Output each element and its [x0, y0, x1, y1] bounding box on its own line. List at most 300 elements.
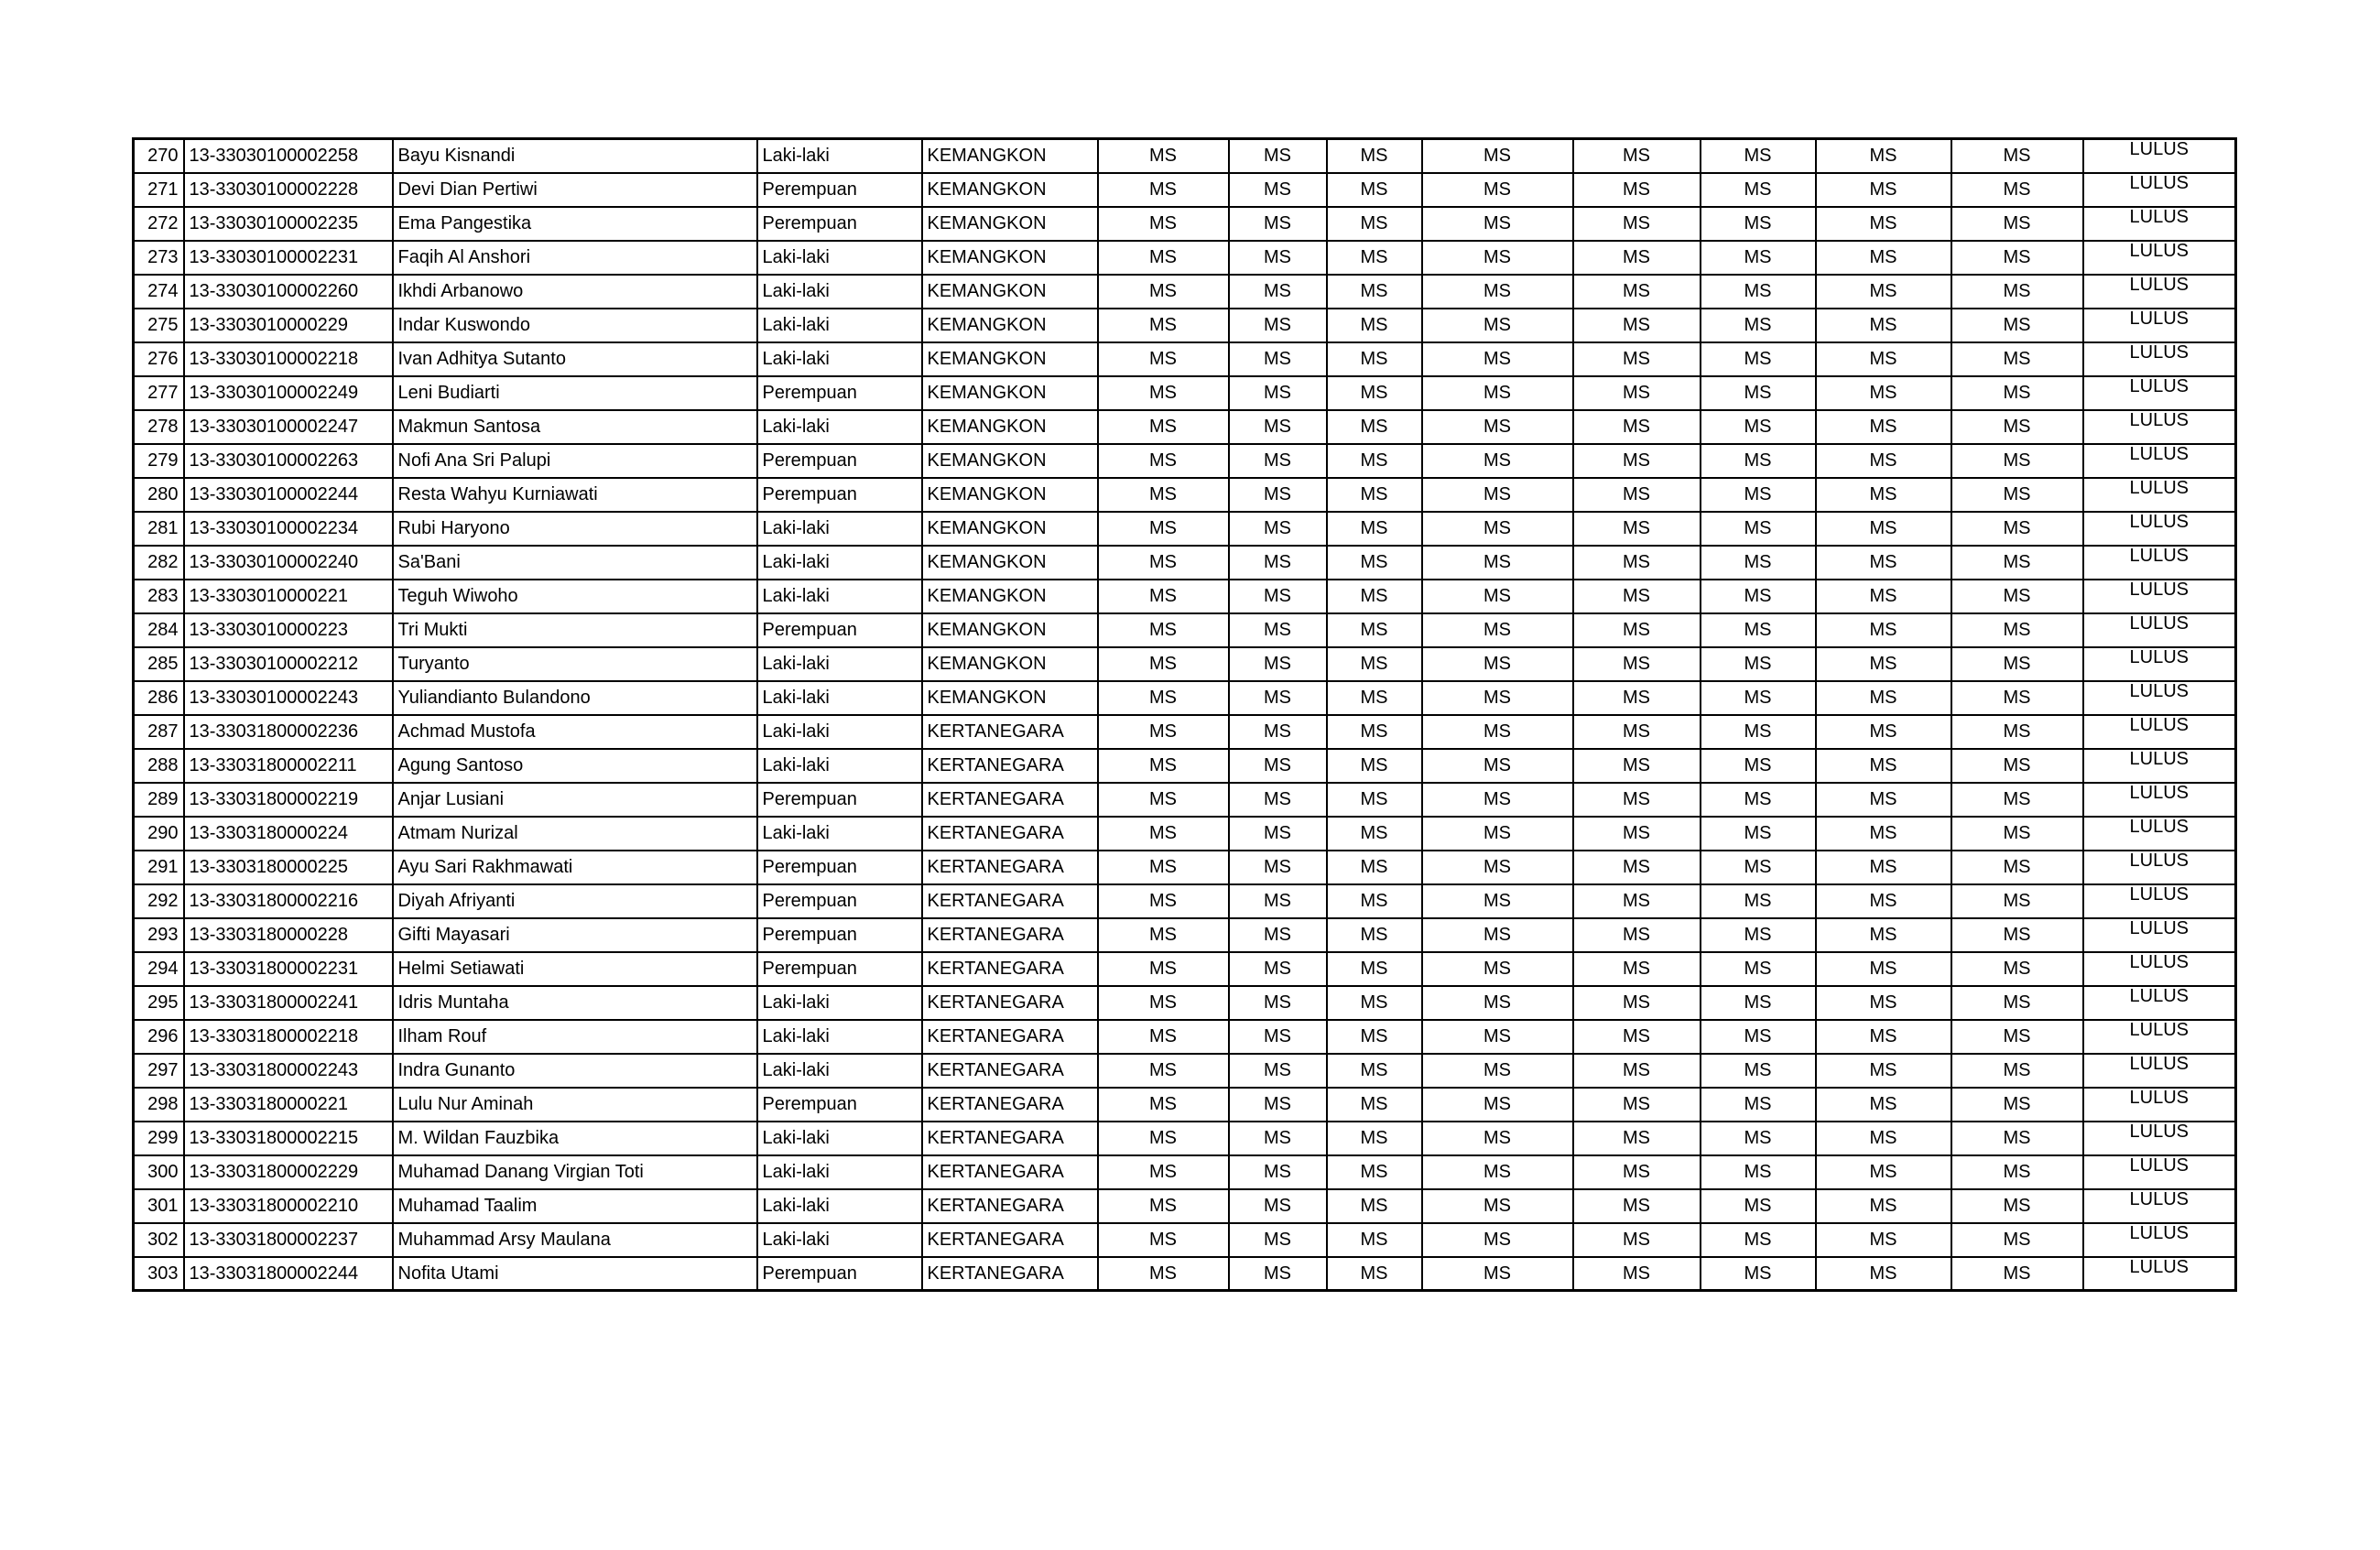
score-cell: MS — [1422, 1020, 1573, 1054]
score-cell: MS — [1327, 410, 1422, 444]
participant-id-cell: 13-3303180000228 — [184, 918, 393, 952]
score-cell: MS — [1229, 715, 1327, 749]
result-cell: LULUS — [2083, 1122, 2236, 1155]
row-number-cell: 283 — [134, 580, 184, 613]
score-cell: MS — [1701, 376, 1816, 410]
gender-cell: Laki-laki — [757, 309, 922, 342]
score-cell: MS — [1422, 309, 1573, 342]
village-cell: KEMANGKON — [922, 410, 1098, 444]
score-cell: MS — [1422, 817, 1573, 851]
score-cell: MS — [1098, 681, 1229, 715]
score-cell: MS — [1816, 613, 1951, 647]
result-cell: LULUS — [2083, 952, 2236, 986]
table-row — [134, 342, 2236, 376]
village-cell: KEMANGKON — [922, 342, 1098, 376]
score-cell: MS — [1951, 309, 2083, 342]
result-cell: LULUS — [2083, 173, 2236, 207]
village-cell: KEMANGKON — [922, 613, 1098, 647]
table-row — [134, 1122, 2236, 1155]
table-row — [134, 986, 2236, 1020]
score-cell: MS — [1816, 817, 1951, 851]
participant-name-cell: Bayu Kisnandi — [393, 139, 757, 173]
score-cell: MS — [1327, 1020, 1422, 1054]
result-cell: LULUS — [2083, 580, 2236, 613]
participant-name-cell: Ilham Rouf — [393, 1020, 757, 1054]
gender-cell: Laki-laki — [757, 1155, 922, 1189]
village-cell: KEMANGKON — [922, 444, 1098, 478]
table-row — [134, 749, 2236, 783]
score-cell: MS — [1701, 749, 1816, 783]
score-cell: MS — [1327, 444, 1422, 478]
result-cell: LULUS — [2083, 715, 2236, 749]
row-number-cell: 298 — [134, 1088, 184, 1122]
score-cell: MS — [1951, 1122, 2083, 1155]
participant-name-cell: Muhamad Danang Virgian Toti — [393, 1155, 757, 1189]
participant-id-cell: 13-33030100002258 — [184, 139, 393, 173]
row-number-cell: 278 — [134, 410, 184, 444]
village-cell: KERTANEGARA — [922, 918, 1098, 952]
score-cell: MS — [1573, 986, 1701, 1020]
result-cell: LULUS — [2083, 139, 2236, 173]
participant-name-cell: Ivan Adhitya Sutanto — [393, 342, 757, 376]
gender-cell: Laki-laki — [757, 1223, 922, 1257]
score-cell: MS — [1229, 647, 1327, 681]
participant-id-cell: 13-3303180000224 — [184, 817, 393, 851]
score-cell: MS — [1816, 952, 1951, 986]
gender-cell: Perempuan — [757, 851, 922, 884]
score-cell: MS — [1327, 275, 1422, 309]
score-cell: MS — [1229, 478, 1327, 512]
score-cell: MS — [1327, 715, 1422, 749]
score-cell: MS — [1701, 410, 1816, 444]
table-row — [134, 207, 2236, 241]
score-cell: MS — [1951, 1054, 2083, 1088]
participant-id-cell: 13-33030100002228 — [184, 173, 393, 207]
score-cell: MS — [1422, 783, 1573, 817]
score-cell: MS — [1422, 1189, 1573, 1223]
participant-id-cell: 13-33030100002240 — [184, 546, 393, 580]
result-cell: LULUS — [2083, 613, 2236, 647]
score-cell: MS — [1573, 376, 1701, 410]
score-cell: MS — [1951, 173, 2083, 207]
score-cell: MS — [1816, 1122, 1951, 1155]
participant-name-cell: Achmad Mustofa — [393, 715, 757, 749]
gender-cell: Laki-laki — [757, 681, 922, 715]
score-cell: MS — [1422, 715, 1573, 749]
score-cell: MS — [1422, 342, 1573, 376]
result-cell: LULUS — [2083, 884, 2236, 918]
score-cell: MS — [1327, 1088, 1422, 1122]
score-cell: MS — [1229, 783, 1327, 817]
participant-id-cell: 13-33030100002234 — [184, 512, 393, 546]
gender-cell: Perempuan — [757, 1088, 922, 1122]
score-cell: MS — [1327, 309, 1422, 342]
participant-name-cell: M. Wildan Fauzbika — [393, 1122, 757, 1155]
village-cell: KERTANEGARA — [922, 952, 1098, 986]
score-cell: MS — [1573, 410, 1701, 444]
score-cell: MS — [1098, 546, 1229, 580]
score-cell: MS — [1816, 647, 1951, 681]
participant-id-cell: 13-33031800002218 — [184, 1020, 393, 1054]
score-cell: MS — [1229, 1088, 1327, 1122]
score-cell: MS — [1229, 139, 1327, 173]
score-cell: MS — [1701, 715, 1816, 749]
score-cell: MS — [1229, 275, 1327, 309]
score-cell: MS — [1816, 444, 1951, 478]
score-cell: MS — [1229, 681, 1327, 715]
participant-id-cell: 13-33030100002260 — [184, 275, 393, 309]
score-cell: MS — [1816, 139, 1951, 173]
participant-name-cell: Tri Mukti — [393, 613, 757, 647]
score-cell: MS — [1951, 241, 2083, 275]
score-cell: MS — [1229, 952, 1327, 986]
table-row — [134, 309, 2236, 342]
score-cell: MS — [1951, 1223, 2083, 1257]
table-row — [134, 851, 2236, 884]
row-number-cell: 286 — [134, 681, 184, 715]
score-cell: MS — [1816, 851, 1951, 884]
result-cell: LULUS — [2083, 647, 2236, 681]
participant-id-cell: 13-3303180000225 — [184, 851, 393, 884]
village-cell: KEMANGKON — [922, 207, 1098, 241]
score-cell: MS — [1573, 817, 1701, 851]
participant-name-cell: Rubi Haryono — [393, 512, 757, 546]
score-cell: MS — [1422, 986, 1573, 1020]
score-cell: MS — [1229, 173, 1327, 207]
score-cell: MS — [1573, 1054, 1701, 1088]
score-cell: MS — [1573, 444, 1701, 478]
score-cell: MS — [1422, 139, 1573, 173]
score-cell: MS — [1573, 647, 1701, 681]
result-cell: LULUS — [2083, 1257, 2236, 1291]
row-number-cell: 284 — [134, 613, 184, 647]
participant-name-cell: Idris Muntaha — [393, 986, 757, 1020]
participant-id-cell: 13-33031800002231 — [184, 952, 393, 986]
row-number-cell: 285 — [134, 647, 184, 681]
score-cell: MS — [1098, 1088, 1229, 1122]
table-row — [134, 1189, 2236, 1223]
score-cell: MS — [1816, 1257, 1951, 1291]
score-cell: MS — [1229, 1189, 1327, 1223]
score-cell: MS — [1327, 613, 1422, 647]
row-number-cell: 300 — [134, 1155, 184, 1189]
participant-id-cell: 13-33030100002249 — [184, 376, 393, 410]
score-cell: MS — [1098, 1223, 1229, 1257]
score-cell: MS — [1327, 851, 1422, 884]
score-cell: MS — [1701, 173, 1816, 207]
result-cell: LULUS — [2083, 783, 2236, 817]
participant-name-cell: Agung Santoso — [393, 749, 757, 783]
score-cell: MS — [1229, 749, 1327, 783]
score-cell: MS — [1701, 1223, 1816, 1257]
participant-name-cell: Ayu Sari Rakhmawati — [393, 851, 757, 884]
score-cell: MS — [1229, 918, 1327, 952]
score-cell: MS — [1816, 1189, 1951, 1223]
results-table — [132, 137, 2237, 1292]
score-cell: MS — [1098, 1257, 1229, 1291]
village-cell: KEMANGKON — [922, 546, 1098, 580]
table-row — [134, 580, 2236, 613]
score-cell: MS — [1098, 918, 1229, 952]
row-number-cell: 303 — [134, 1257, 184, 1291]
score-cell: MS — [1701, 444, 1816, 478]
gender-cell: Perempuan — [757, 613, 922, 647]
participant-id-cell: 13-33030100002235 — [184, 207, 393, 241]
score-cell: MS — [1327, 952, 1422, 986]
score-cell: MS — [1098, 952, 1229, 986]
result-cell: LULUS — [2083, 546, 2236, 580]
result-cell: LULUS — [2083, 207, 2236, 241]
score-cell: MS — [1816, 986, 1951, 1020]
score-cell: MS — [1816, 207, 1951, 241]
gender-cell: Perempuan — [757, 1257, 922, 1291]
score-cell: MS — [1816, 918, 1951, 952]
participant-name-cell: Ikhdi Arbanowo — [393, 275, 757, 309]
score-cell: MS — [1701, 1020, 1816, 1054]
score-cell: MS — [1422, 546, 1573, 580]
score-cell: MS — [1701, 241, 1816, 275]
participant-name-cell: Muhamad Taalim — [393, 1189, 757, 1223]
score-cell: MS — [1701, 478, 1816, 512]
score-cell: MS — [1098, 884, 1229, 918]
score-cell: MS — [1422, 1088, 1573, 1122]
participant-name-cell: Sa'Bani — [393, 546, 757, 580]
score-cell: MS — [1327, 139, 1422, 173]
score-cell: MS — [1098, 817, 1229, 851]
gender-cell: Laki-laki — [757, 1020, 922, 1054]
participant-id-cell: 13-33030100002243 — [184, 681, 393, 715]
village-cell: KEMANGKON — [922, 139, 1098, 173]
score-cell: MS — [1327, 512, 1422, 546]
score-cell: MS — [1701, 512, 1816, 546]
score-cell: MS — [1422, 444, 1573, 478]
gender-cell: Laki-laki — [757, 139, 922, 173]
result-cell: LULUS — [2083, 342, 2236, 376]
result-cell: LULUS — [2083, 478, 2236, 512]
result-cell: LULUS — [2083, 410, 2236, 444]
score-cell: MS — [1951, 207, 2083, 241]
table-row — [134, 1257, 2236, 1291]
village-cell: KEMANGKON — [922, 376, 1098, 410]
table-row — [134, 918, 2236, 952]
gender-cell: Perempuan — [757, 173, 922, 207]
village-cell: KERTANEGARA — [922, 1020, 1098, 1054]
gender-cell: Laki-laki — [757, 1122, 922, 1155]
score-cell: MS — [1816, 512, 1951, 546]
score-cell: MS — [1229, 512, 1327, 546]
village-cell: KEMANGKON — [922, 275, 1098, 309]
table-row — [134, 376, 2236, 410]
participant-name-cell: Teguh Wiwoho — [393, 580, 757, 613]
score-cell: MS — [1951, 986, 2083, 1020]
participant-id-cell: 13-33031800002216 — [184, 884, 393, 918]
village-cell: KEMANGKON — [922, 681, 1098, 715]
gender-cell: Laki-laki — [757, 342, 922, 376]
participant-name-cell: Gifti Mayasari — [393, 918, 757, 952]
table-row — [134, 715, 2236, 749]
gender-cell: Perempuan — [757, 478, 922, 512]
participant-name-cell: Diyah Afriyanti — [393, 884, 757, 918]
participant-name-cell: Nofi Ana Sri Palupi — [393, 444, 757, 478]
row-number-cell: 299 — [134, 1122, 184, 1155]
participant-name-cell: Helmi Setiawati — [393, 952, 757, 986]
score-cell: MS — [1573, 1088, 1701, 1122]
score-cell: MS — [1701, 1088, 1816, 1122]
score-cell: MS — [1422, 918, 1573, 952]
participant-id-cell: 13-33031800002215 — [184, 1122, 393, 1155]
score-cell: MS — [1701, 546, 1816, 580]
row-number-cell: 275 — [134, 309, 184, 342]
row-number-cell: 294 — [134, 952, 184, 986]
row-number-cell: 271 — [134, 173, 184, 207]
result-cell: LULUS — [2083, 851, 2236, 884]
score-cell: MS — [1229, 376, 1327, 410]
score-cell: MS — [1327, 1189, 1422, 1223]
table-row — [134, 410, 2236, 444]
participant-id-cell: 13-33031800002229 — [184, 1155, 393, 1189]
score-cell: MS — [1573, 1020, 1701, 1054]
village-cell: KERTANEGARA — [922, 986, 1098, 1020]
score-cell: MS — [1229, 1257, 1327, 1291]
score-cell: MS — [1951, 444, 2083, 478]
village-cell: KERTANEGARA — [922, 817, 1098, 851]
table-row — [134, 647, 2236, 681]
result-cell: LULUS — [2083, 1155, 2236, 1189]
result-cell: LULUS — [2083, 986, 2236, 1020]
gender-cell: Laki-laki — [757, 546, 922, 580]
score-cell: MS — [1229, 851, 1327, 884]
score-cell: MS — [1573, 918, 1701, 952]
row-number-cell: 279 — [134, 444, 184, 478]
score-cell: MS — [1701, 783, 1816, 817]
score-cell: MS — [1327, 173, 1422, 207]
score-cell: MS — [1098, 1020, 1229, 1054]
row-number-cell: 282 — [134, 546, 184, 580]
gender-cell: Laki-laki — [757, 817, 922, 851]
result-cell: LULUS — [2083, 1020, 2236, 1054]
score-cell: MS — [1327, 342, 1422, 376]
score-cell: MS — [1573, 715, 1701, 749]
score-cell: MS — [1229, 986, 1327, 1020]
table-row — [134, 241, 2236, 275]
row-number-cell: 297 — [134, 1054, 184, 1088]
table-row — [134, 444, 2236, 478]
score-cell: MS — [1422, 207, 1573, 241]
score-cell: MS — [1098, 241, 1229, 275]
score-cell: MS — [1951, 715, 2083, 749]
score-cell: MS — [1098, 410, 1229, 444]
score-cell: MS — [1098, 1189, 1229, 1223]
table-row — [134, 139, 2236, 173]
row-number-cell: 292 — [134, 884, 184, 918]
gender-cell: Perempuan — [757, 376, 922, 410]
score-cell: MS — [1098, 376, 1229, 410]
row-number-cell: 273 — [134, 241, 184, 275]
participant-id-cell: 13-33030100002247 — [184, 410, 393, 444]
row-number-cell: 288 — [134, 749, 184, 783]
score-cell: MS — [1701, 817, 1816, 851]
participant-id-cell: 13-33030100002263 — [184, 444, 393, 478]
score-cell: MS — [1701, 952, 1816, 986]
village-cell: KEMANGKON — [922, 647, 1098, 681]
score-cell: MS — [1701, 1189, 1816, 1223]
score-cell: MS — [1701, 139, 1816, 173]
row-number-cell: 276 — [134, 342, 184, 376]
score-cell: MS — [1573, 241, 1701, 275]
gender-cell: Perempuan — [757, 884, 922, 918]
score-cell: MS — [1816, 1223, 1951, 1257]
village-cell: KEMANGKON — [922, 580, 1098, 613]
score-cell: MS — [1422, 1257, 1573, 1291]
participant-id-cell: 13-3303010000223 — [184, 613, 393, 647]
score-cell: MS — [1098, 851, 1229, 884]
score-cell: MS — [1573, 139, 1701, 173]
score-cell: MS — [1951, 410, 2083, 444]
row-number-cell: 280 — [134, 478, 184, 512]
score-cell: MS — [1422, 1223, 1573, 1257]
score-cell: MS — [1229, 546, 1327, 580]
row-number-cell: 272 — [134, 207, 184, 241]
score-cell: MS — [1098, 139, 1229, 173]
village-cell: KERTANEGARA — [922, 715, 1098, 749]
score-cell: MS — [1701, 275, 1816, 309]
score-cell: MS — [1816, 546, 1951, 580]
score-cell: MS — [1573, 1257, 1701, 1291]
score-cell: MS — [1098, 783, 1229, 817]
score-cell: MS — [1951, 1155, 2083, 1189]
score-cell: MS — [1229, 444, 1327, 478]
table-row — [134, 1054, 2236, 1088]
participant-id-cell: 13-33030100002218 — [184, 342, 393, 376]
score-cell: MS — [1816, 410, 1951, 444]
participant-id-cell: 13-33031800002244 — [184, 1257, 393, 1291]
score-cell: MS — [1422, 580, 1573, 613]
participant-name-cell: Ema Pangestika — [393, 207, 757, 241]
village-cell: KEMANGKON — [922, 173, 1098, 207]
score-cell: MS — [1422, 241, 1573, 275]
score-cell: MS — [1422, 681, 1573, 715]
score-cell: MS — [1573, 546, 1701, 580]
score-cell: MS — [1422, 1054, 1573, 1088]
table-row — [134, 1155, 2236, 1189]
participant-id-cell: 13-33030100002212 — [184, 647, 393, 681]
score-cell: MS — [1229, 580, 1327, 613]
village-cell: KERTANEGARA — [922, 1257, 1098, 1291]
participant-name-cell: Leni Budiarti — [393, 376, 757, 410]
score-cell: MS — [1422, 613, 1573, 647]
score-cell: MS — [1701, 1122, 1816, 1155]
village-cell: KERTANEGARA — [922, 749, 1098, 783]
score-cell: MS — [1098, 512, 1229, 546]
gender-cell: Laki-laki — [757, 647, 922, 681]
row-number-cell: 296 — [134, 1020, 184, 1054]
village-cell: KERTANEGARA — [922, 1223, 1098, 1257]
score-cell: MS — [1422, 647, 1573, 681]
participant-name-cell: Nofita Utami — [393, 1257, 757, 1291]
score-cell: MS — [1422, 952, 1573, 986]
row-number-cell: 295 — [134, 986, 184, 1020]
gender-cell: Perempuan — [757, 952, 922, 986]
table-row — [134, 613, 2236, 647]
gender-cell: Laki-laki — [757, 749, 922, 783]
score-cell: MS — [1701, 309, 1816, 342]
result-cell: LULUS — [2083, 1088, 2236, 1122]
score-cell: MS — [1951, 139, 2083, 173]
score-cell: MS — [1573, 884, 1701, 918]
table-row — [134, 1020, 2236, 1054]
score-cell: MS — [1951, 749, 2083, 783]
score-cell: MS — [1573, 1122, 1701, 1155]
